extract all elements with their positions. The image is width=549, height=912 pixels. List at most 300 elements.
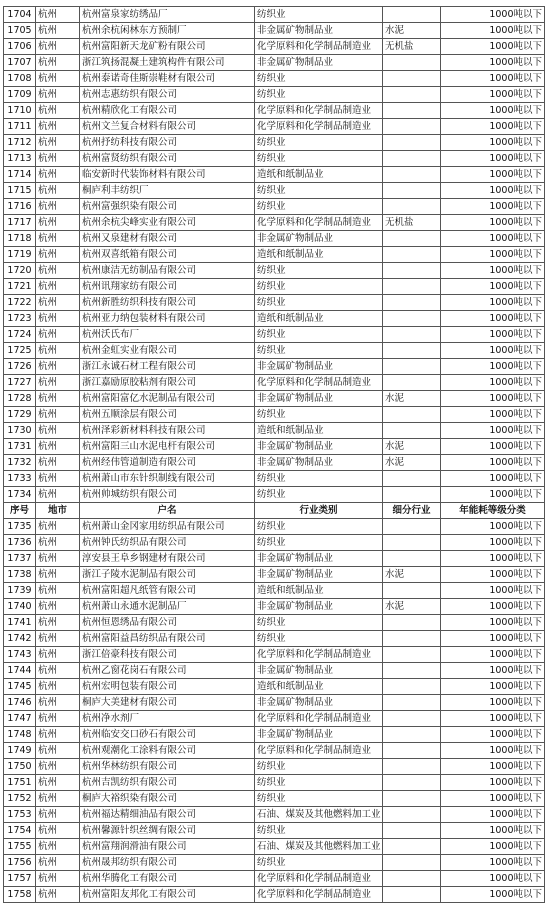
table-cell: 纺织业 bbox=[255, 263, 383, 279]
table-cell: 1724 bbox=[4, 327, 36, 343]
table-cell: 杭州经伟管道制造有限公司 bbox=[80, 455, 255, 471]
table-cell bbox=[383, 407, 441, 423]
table-cell: 1752 bbox=[4, 791, 36, 807]
table-row bbox=[4, 375, 545, 391]
table-cell: 杭州 bbox=[36, 631, 80, 647]
table-cell: 杭州 bbox=[36, 519, 80, 535]
table-cell bbox=[383, 471, 441, 487]
table-row bbox=[4, 215, 545, 231]
table-cell: 杭州 bbox=[36, 695, 80, 711]
table-cell: 1000吨以下 bbox=[441, 887, 545, 903]
table-cell: 1000吨以下 bbox=[441, 615, 545, 631]
table-cell bbox=[383, 551, 441, 567]
table-row bbox=[4, 663, 545, 679]
table-cell: 造纸和纸制品业 bbox=[255, 247, 383, 263]
table-cell: 非金属矿物制品业 bbox=[255, 599, 383, 615]
table-cell: 非金属矿物制品业 bbox=[255, 23, 383, 39]
table-cell bbox=[383, 519, 441, 535]
table-row bbox=[4, 535, 545, 551]
table-row bbox=[4, 711, 545, 727]
table-cell: 杭州双喜纸箱有限公司 bbox=[80, 247, 255, 263]
table-cell: 石油、煤炭及其他燃料加工业 bbox=[255, 839, 383, 855]
table-cell: 1000吨以下 bbox=[441, 855, 545, 871]
table-row bbox=[4, 247, 545, 263]
table-cell: 临安新时代装饰材料有限公司 bbox=[80, 167, 255, 183]
table-cell: 1720 bbox=[4, 263, 36, 279]
table-cell bbox=[383, 535, 441, 551]
table-cell: 纺织业 bbox=[255, 759, 383, 775]
table-cell: 杭州 bbox=[36, 247, 80, 263]
table-cell bbox=[383, 119, 441, 135]
table-cell: 1755 bbox=[4, 839, 36, 855]
table-cell: 化学原料和化学制品制造业 bbox=[255, 215, 383, 231]
table-row bbox=[4, 183, 545, 199]
table-cell bbox=[383, 343, 441, 359]
table-cell: 1000吨以下 bbox=[441, 263, 545, 279]
table-cell bbox=[383, 663, 441, 679]
table-cell: 水泥 bbox=[383, 455, 441, 471]
table-cell: 非金属矿物制品业 bbox=[255, 567, 383, 583]
column-header: 序号 bbox=[4, 503, 36, 519]
table-cell: 1000吨以下 bbox=[441, 327, 545, 343]
table-cell: 杭州沃氏布厂 bbox=[80, 327, 255, 343]
table-cell bbox=[383, 231, 441, 247]
table-cell: 杭州萧山市东针织制线有限公司 bbox=[80, 471, 255, 487]
table-cell: 杭州晟邦纺织有限公司 bbox=[80, 855, 255, 871]
table-cell: 1710 bbox=[4, 103, 36, 119]
table-cell: 纺织业 bbox=[255, 183, 383, 199]
table-row bbox=[4, 631, 545, 647]
table-cell: 杭州宏明包装有限公司 bbox=[80, 679, 255, 695]
table-cell: 1737 bbox=[4, 551, 36, 567]
table-cell: 水泥 bbox=[383, 439, 441, 455]
table-cell: 化学原料和化学制品制造业 bbox=[255, 119, 383, 135]
table-cell: 化学原料和化学制品制造业 bbox=[255, 743, 383, 759]
table-cell bbox=[383, 279, 441, 295]
table-cell bbox=[383, 711, 441, 727]
table-cell: 1000吨以下 bbox=[441, 407, 545, 423]
table-cell: 杭州 bbox=[36, 663, 80, 679]
table-cell: 1751 bbox=[4, 775, 36, 791]
table-cell: 1000吨以下 bbox=[441, 775, 545, 791]
table-row bbox=[4, 807, 545, 823]
table-cell: 无机盐 bbox=[383, 215, 441, 231]
table-cell: 杭州福达精细油品有限公司 bbox=[80, 807, 255, 823]
column-header: 户名 bbox=[80, 503, 255, 519]
table-cell: 1000吨以下 bbox=[441, 23, 545, 39]
table-row bbox=[4, 359, 545, 375]
table-row bbox=[4, 615, 545, 631]
table-cell bbox=[383, 247, 441, 263]
table-row bbox=[4, 135, 545, 151]
table-cell: 杭州华林纺织有限公司 bbox=[80, 759, 255, 775]
table-row bbox=[4, 39, 545, 55]
table-cell bbox=[383, 695, 441, 711]
table-row bbox=[4, 327, 545, 343]
table-cell: 1754 bbox=[4, 823, 36, 839]
table-cell: 1000吨以下 bbox=[441, 247, 545, 263]
table-cell bbox=[383, 327, 441, 343]
table-cell bbox=[383, 855, 441, 871]
table-cell: 1705 bbox=[4, 23, 36, 39]
table-cell: 1718 bbox=[4, 231, 36, 247]
table-row bbox=[4, 823, 545, 839]
table-cell: 浙江子陵水泥制品有限公司 bbox=[80, 567, 255, 583]
table-cell: 1000吨以下 bbox=[441, 823, 545, 839]
table-cell: 1000吨以下 bbox=[441, 183, 545, 199]
table-cell: 杭州五顺涂层有限公司 bbox=[80, 407, 255, 423]
table-cell: 杭州富阳益昌纺织品有限公司 bbox=[80, 631, 255, 647]
table-cell: 杭州 bbox=[36, 359, 80, 375]
table-cell: 1000吨以下 bbox=[441, 87, 545, 103]
table-cell: 化学原料和化学制品制造业 bbox=[255, 39, 383, 55]
table-row bbox=[4, 7, 545, 23]
table-cell: 杭州泰诺奇佳斯崇鞋材有限公司 bbox=[80, 71, 255, 87]
table-cell bbox=[383, 295, 441, 311]
table-cell: 杭州康洁无纺制品有限公司 bbox=[80, 263, 255, 279]
table-cell: 1000吨以下 bbox=[441, 743, 545, 759]
table-cell: 非金属矿物制品业 bbox=[255, 663, 383, 679]
table-cell: 纺织业 bbox=[255, 855, 383, 871]
table-cell bbox=[383, 487, 441, 503]
table-cell: 杭州泽彩新材料科技有限公司 bbox=[80, 423, 255, 439]
table-cell: 杭州 bbox=[36, 887, 80, 903]
table-cell: 1000吨以下 bbox=[441, 215, 545, 231]
table-cell: 杭州 bbox=[36, 71, 80, 87]
column-header: 细分行业 bbox=[383, 503, 441, 519]
table-cell: 杭州 bbox=[36, 167, 80, 183]
table-cell: 1734 bbox=[4, 487, 36, 503]
table-cell bbox=[383, 647, 441, 663]
table-cell: 非金属矿物制品业 bbox=[255, 439, 383, 455]
table-cell: 1000吨以下 bbox=[441, 599, 545, 615]
table-cell: 造纸和纸制品业 bbox=[255, 423, 383, 439]
table-cell: 杭州 bbox=[36, 311, 80, 327]
table-cell bbox=[383, 679, 441, 695]
table-row bbox=[4, 23, 545, 39]
table-row bbox=[4, 167, 545, 183]
table-cell: 杭州 bbox=[36, 55, 80, 71]
table-cell bbox=[383, 167, 441, 183]
table-cell: 1709 bbox=[4, 87, 36, 103]
table-cell: 1000吨以下 bbox=[441, 343, 545, 359]
table-row bbox=[4, 55, 545, 71]
table-cell: 纺织业 bbox=[255, 615, 383, 631]
table-row bbox=[4, 439, 545, 455]
table-cell: 杭州 bbox=[36, 343, 80, 359]
table-cell: 杭州 bbox=[36, 439, 80, 455]
table-cell bbox=[383, 7, 441, 23]
table-cell: 杭州 bbox=[36, 183, 80, 199]
table-row bbox=[4, 71, 545, 87]
table-cell: 杭州 bbox=[36, 871, 80, 887]
table-cell: 1000吨以下 bbox=[441, 807, 545, 823]
table-cell: 石油、煤炭及其他燃料加工业 bbox=[255, 807, 383, 823]
table-cell: 化学原料和化学制品制造业 bbox=[255, 887, 383, 903]
table-row bbox=[4, 599, 545, 615]
table-cell: 1000吨以下 bbox=[441, 375, 545, 391]
table-cell: 杭州 bbox=[36, 791, 80, 807]
table-cell: 纺织业 bbox=[255, 7, 383, 23]
table-cell: 杭州 bbox=[36, 679, 80, 695]
table-cell: 1000吨以下 bbox=[441, 471, 545, 487]
table-cell: 1736 bbox=[4, 535, 36, 551]
table-cell: 杭州富阳新天龙矿粉有限公司 bbox=[80, 39, 255, 55]
table-cell bbox=[383, 55, 441, 71]
table-cell bbox=[383, 183, 441, 199]
table-cell: 1000吨以下 bbox=[441, 151, 545, 167]
table-cell: 1713 bbox=[4, 151, 36, 167]
table-row bbox=[4, 199, 545, 215]
table-cell: 1707 bbox=[4, 55, 36, 71]
table-cell: 杭州富强织染有限公司 bbox=[80, 199, 255, 215]
table-cell: 杭州 bbox=[36, 215, 80, 231]
table-cell: 1747 bbox=[4, 711, 36, 727]
table-cell: 1712 bbox=[4, 135, 36, 151]
table-cell: 非金属矿物制品业 bbox=[255, 455, 383, 471]
table-cell: 1740 bbox=[4, 599, 36, 615]
table-cell bbox=[383, 759, 441, 775]
table-cell: 纺织业 bbox=[255, 279, 383, 295]
table-cell: 1714 bbox=[4, 167, 36, 183]
table-cell: 1716 bbox=[4, 199, 36, 215]
table-row bbox=[4, 279, 545, 295]
table-cell: 1723 bbox=[4, 311, 36, 327]
enterprise-energy-table bbox=[3, 6, 545, 903]
table-cell bbox=[383, 871, 441, 887]
table-cell bbox=[383, 615, 441, 631]
table-cell: 1728 bbox=[4, 391, 36, 407]
table-cell: 纺织业 bbox=[255, 199, 383, 215]
table-cell: 1000吨以下 bbox=[441, 583, 545, 599]
table-cell: 杭州 bbox=[36, 375, 80, 391]
table-cell: 杭州 bbox=[36, 839, 80, 855]
table-cell: 杭州亚力纳包装材料有限公司 bbox=[80, 311, 255, 327]
table-cell: 杭州富阳富亿水泥制品有限公司 bbox=[80, 391, 255, 407]
table-cell: 杭州钟氏纺织品有限公司 bbox=[80, 535, 255, 551]
table-cell: 纺织业 bbox=[255, 71, 383, 87]
table-cell: 纺织业 bbox=[255, 535, 383, 551]
table-row bbox=[4, 311, 545, 327]
table-cell: 杭州临安交口砂石有限公司 bbox=[80, 727, 255, 743]
table-cell: 纺织业 bbox=[255, 471, 383, 487]
table-cell: 1000吨以下 bbox=[441, 791, 545, 807]
table-cell: 杭州萧山金冈家用纺织品有限公司 bbox=[80, 519, 255, 535]
table-cell: 杭州吉凯纺织有限公司 bbox=[80, 775, 255, 791]
table-cell: 杭州 bbox=[36, 551, 80, 567]
table-cell bbox=[383, 103, 441, 119]
table-cell: 非金属矿物制品业 bbox=[255, 391, 383, 407]
table-cell: 1000吨以下 bbox=[441, 519, 545, 535]
table-cell: 造纸和纸制品业 bbox=[255, 167, 383, 183]
table-cell bbox=[383, 71, 441, 87]
table-row bbox=[4, 119, 545, 135]
table-cell: 1725 bbox=[4, 343, 36, 359]
table-cell: 化学原料和化学制品制造业 bbox=[255, 103, 383, 119]
table-cell: 水泥 bbox=[383, 23, 441, 39]
table-cell: 杭州 bbox=[36, 455, 80, 471]
table-cell bbox=[383, 583, 441, 599]
table-cell: 1756 bbox=[4, 855, 36, 871]
table-cell: 1000吨以下 bbox=[441, 759, 545, 775]
table-row bbox=[4, 695, 545, 711]
table-row bbox=[4, 455, 545, 471]
table-cell: 纺织业 bbox=[255, 775, 383, 791]
table-cell: 非金属矿物制品业 bbox=[255, 359, 383, 375]
table-cell: 化学原料和化学制品制造业 bbox=[255, 375, 383, 391]
table-cell: 杭州帅城纺织有限公司 bbox=[80, 487, 255, 503]
table-cell: 杭州 bbox=[36, 39, 80, 55]
table-cell: 1000吨以下 bbox=[441, 679, 545, 695]
table-cell: 1000吨以下 bbox=[441, 663, 545, 679]
table-cell: 1753 bbox=[4, 807, 36, 823]
table-cell: 1000吨以下 bbox=[441, 551, 545, 567]
table-cell: 杭州馨源针织丝绸有限公司 bbox=[80, 823, 255, 839]
table-cell: 1742 bbox=[4, 631, 36, 647]
table-cell: 杭州 bbox=[36, 487, 80, 503]
table-cell: 杭州 bbox=[36, 23, 80, 39]
table-cell: 杭州余杭尖峰实业有限公司 bbox=[80, 215, 255, 231]
column-header: 行业类别 bbox=[255, 503, 383, 519]
table-cell: 1000吨以下 bbox=[441, 711, 545, 727]
table-cell: 纺织业 bbox=[255, 519, 383, 535]
table-cell: 纺织业 bbox=[255, 151, 383, 167]
table-cell bbox=[383, 775, 441, 791]
table-cell: 杭州富阳超凡纸管有限公司 bbox=[80, 583, 255, 599]
table-cell: 1000吨以下 bbox=[441, 423, 545, 439]
table-cell: 水泥 bbox=[383, 391, 441, 407]
table-cell: 杭州讯翔家纺有限公司 bbox=[80, 279, 255, 295]
table-cell bbox=[383, 807, 441, 823]
table-cell: 1000吨以下 bbox=[441, 391, 545, 407]
table-cell: 纺织业 bbox=[255, 295, 383, 311]
table-cell: 杭州 bbox=[36, 471, 80, 487]
table-row bbox=[4, 87, 545, 103]
table-cell: 浙江筑扬混凝土建筑构件有限公司 bbox=[80, 55, 255, 71]
table-cell bbox=[383, 823, 441, 839]
table-cell: 杭州萧山永通水泥制品厂 bbox=[80, 599, 255, 615]
column-header: 年能耗等级分类 bbox=[441, 503, 545, 519]
table-cell: 1000吨以下 bbox=[441, 871, 545, 887]
table-row bbox=[4, 791, 545, 807]
table-cell: 1731 bbox=[4, 439, 36, 455]
table-cell: 杭州华腾化工有限公司 bbox=[80, 871, 255, 887]
table-cell: 杭州观潮化工涂料有限公司 bbox=[80, 743, 255, 759]
table-header bbox=[4, 503, 545, 519]
table-cell: 杭州 bbox=[36, 103, 80, 119]
table-cell: 1000吨以下 bbox=[441, 647, 545, 663]
table-row bbox=[4, 423, 545, 439]
table-cell: 杭州 bbox=[36, 391, 80, 407]
table-row bbox=[4, 583, 545, 599]
table-cell: 杭州 bbox=[36, 423, 80, 439]
table-cell: 杭州富阳友邦化工有限公司 bbox=[80, 887, 255, 903]
table-cell: 杭州 bbox=[36, 295, 80, 311]
table-row bbox=[4, 151, 545, 167]
table-row bbox=[4, 471, 545, 487]
table-cell: 1706 bbox=[4, 39, 36, 55]
table-row bbox=[4, 343, 545, 359]
table-cell: 杭州 bbox=[36, 855, 80, 871]
table-row bbox=[4, 743, 545, 759]
table-cell: 杭州 bbox=[36, 759, 80, 775]
table-cell: 非金属矿物制品业 bbox=[255, 695, 383, 711]
table-body-bottom bbox=[4, 519, 545, 903]
table-cell: 杭州 bbox=[36, 727, 80, 743]
table-cell: 杭州 bbox=[36, 279, 80, 295]
header-row bbox=[4, 503, 545, 519]
table-row bbox=[4, 727, 545, 743]
table-cell: 杭州 bbox=[36, 583, 80, 599]
table-cell bbox=[383, 263, 441, 279]
table-cell bbox=[383, 887, 441, 903]
table-cell: 桐庐大裕织染有限公司 bbox=[80, 791, 255, 807]
table-cell: 杭州 bbox=[36, 823, 80, 839]
table-cell: 杭州富贤纺织有限公司 bbox=[80, 151, 255, 167]
table-cell: 1000吨以下 bbox=[441, 359, 545, 375]
table-row bbox=[4, 775, 545, 791]
table-cell: 1000吨以下 bbox=[441, 727, 545, 743]
table-cell: 1000吨以下 bbox=[441, 55, 545, 71]
table-row bbox=[4, 263, 545, 279]
table-cell: 杭州 bbox=[36, 807, 80, 823]
table-cell: 杭州恒恩绣品有限公司 bbox=[80, 615, 255, 631]
table-cell: 纺织业 bbox=[255, 631, 383, 647]
table-cell: 杭州精欣化工有限公司 bbox=[80, 103, 255, 119]
table-cell: 1757 bbox=[4, 871, 36, 887]
table-cell: 杭州余杭闲林东方预制厂 bbox=[80, 23, 255, 39]
table-row bbox=[4, 567, 545, 583]
table-cell: 杭州 bbox=[36, 615, 80, 631]
table-cell: 1729 bbox=[4, 407, 36, 423]
table-row bbox=[4, 871, 545, 887]
table-row bbox=[4, 103, 545, 119]
table-cell: 杭州文兰复合材料有限公司 bbox=[80, 119, 255, 135]
table-cell bbox=[383, 743, 441, 759]
table-cell: 1738 bbox=[4, 567, 36, 583]
table-cell: 1727 bbox=[4, 375, 36, 391]
table-cell: 1746 bbox=[4, 695, 36, 711]
table-cell: 1000吨以下 bbox=[441, 535, 545, 551]
table-body-top bbox=[4, 7, 545, 503]
table-cell: 1000吨以下 bbox=[441, 71, 545, 87]
table-cell: 水泥 bbox=[383, 599, 441, 615]
table-cell: 1715 bbox=[4, 183, 36, 199]
table-cell: 1730 bbox=[4, 423, 36, 439]
table-cell: 杭州净水剂厂 bbox=[80, 711, 255, 727]
table-cell: 杭州 bbox=[36, 743, 80, 759]
table-cell: 杭州富翔润滑油有限公司 bbox=[80, 839, 255, 855]
table-cell: 化学原料和化学制品制造业 bbox=[255, 647, 383, 663]
table-cell: 杭州 bbox=[36, 199, 80, 215]
table-cell: 1000吨以下 bbox=[441, 135, 545, 151]
table-cell: 1000吨以下 bbox=[441, 295, 545, 311]
table-cell bbox=[383, 791, 441, 807]
table-cell: 杭州富阳三山水泥电杆有限公司 bbox=[80, 439, 255, 455]
table-cell: 水泥 bbox=[383, 567, 441, 583]
table-cell: 1000吨以下 bbox=[441, 695, 545, 711]
table-row bbox=[4, 759, 545, 775]
table-cell: 化学原料和化学制品制造业 bbox=[255, 711, 383, 727]
table-row bbox=[4, 231, 545, 247]
table-cell: 化学原料和化学制品制造业 bbox=[255, 871, 383, 887]
table-cell: 1704 bbox=[4, 7, 36, 23]
table-cell: 杭州金虹实业有限公司 bbox=[80, 343, 255, 359]
table-row bbox=[4, 679, 545, 695]
table-cell: 无机盐 bbox=[383, 39, 441, 55]
table-cell: 1000吨以下 bbox=[441, 279, 545, 295]
table-row bbox=[4, 407, 545, 423]
